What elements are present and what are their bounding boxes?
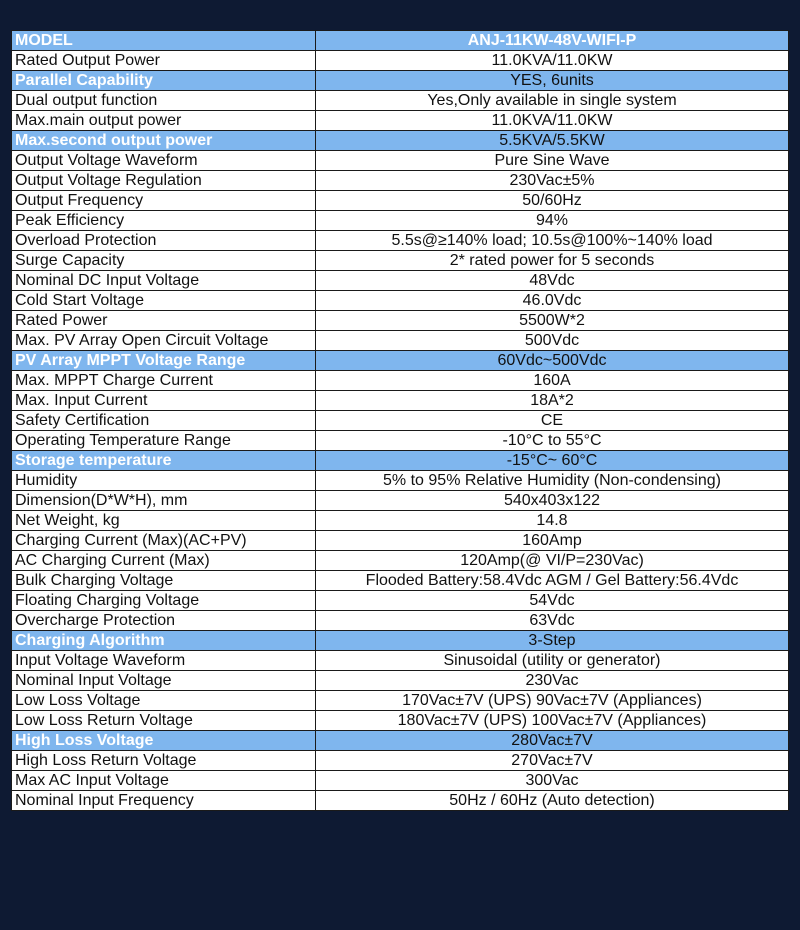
spec-value-cell: 54Vdc: [316, 591, 789, 611]
spec-param-cell: Cold Start Voltage: [12, 291, 316, 311]
spec-param-cell: High Loss Return Voltage: [12, 751, 316, 771]
spec-value-cell: 5.5KVA/5.5KW: [316, 131, 789, 151]
table-row: [12, 431, 789, 451]
spec-param-cell: Max. Input Current: [12, 391, 316, 411]
spec-param-cell: Max.main output power: [12, 111, 316, 131]
spec-value-cell: 5% to 95% Relative Humidity (Non-condensing): [316, 471, 789, 491]
spec-param-cell: Output Voltage Waveform: [12, 151, 316, 171]
spec-value-cell: 60Vdc~500Vdc: [316, 351, 789, 371]
table-row: [12, 751, 789, 771]
spec-param-cell: Charging Algorithm: [12, 631, 316, 651]
spec-value-cell: Pure Sine Wave: [316, 151, 789, 171]
spec-value-cell: CE: [316, 411, 789, 431]
spec-sheet: [11, 30, 789, 811]
spec-value-cell: 120Amp(@ VI/P=230Vac): [316, 551, 789, 571]
table-row: [12, 111, 789, 131]
table-row: [12, 291, 789, 311]
spec-value-cell: 300Vac: [316, 771, 789, 791]
spec-value-cell: 230Vac±5%: [316, 171, 789, 191]
table-row: [12, 591, 789, 611]
spec-param-cell: Nominal DC Input Voltage: [12, 271, 316, 291]
spec-value-cell: 230Vac: [316, 671, 789, 691]
spec-value-cell: 270Vac±7V: [316, 751, 789, 771]
spec-value-cell: 50Hz / 60Hz (Auto detection): [316, 791, 789, 811]
table-row: [12, 91, 789, 111]
table-row: [12, 271, 789, 291]
spec-value-cell: 11.0KVA/11.0KW: [316, 51, 789, 71]
spec-value-cell: 540x403x122: [316, 491, 789, 511]
spec-param-cell: Operating Temperature Range: [12, 431, 316, 451]
spec-value-cell: Flooded Battery:58.4Vdc AGM / Gel Battery:56.4Vdc: [316, 571, 789, 591]
table-row: [12, 231, 789, 251]
table-row: [12, 511, 789, 531]
spec-param-cell: Output Frequency: [12, 191, 316, 211]
spec-param-cell: Max AC Input Voltage: [12, 771, 316, 791]
table-row: [12, 571, 789, 591]
spec-value-cell: -15°C~ 60°C: [316, 451, 789, 471]
table-row: [12, 551, 789, 571]
table-row: [12, 411, 789, 431]
spec-value-cell: 48Vdc: [316, 271, 789, 291]
table-row: [12, 711, 789, 731]
table-row: [12, 51, 789, 71]
spec-param-cell: Max.second output power: [12, 131, 316, 151]
header-model-cell: ANJ-11KW-48V-WIFI-P: [316, 31, 789, 51]
spec-value-cell: Sinusoidal (utility or generator): [316, 651, 789, 671]
spec-param-cell: PV Array MPPT Voltage Range: [12, 351, 316, 371]
spec-param-cell: Output Voltage Regulation: [12, 171, 316, 191]
spec-param-cell: Charging Current (Max)(AC+PV): [12, 531, 316, 551]
spec-param-cell: Overcharge Protection: [12, 611, 316, 631]
table-row: [12, 131, 789, 151]
spec-param-cell: Low Loss Voltage: [12, 691, 316, 711]
spec-param-cell: Peak Efficiency: [12, 211, 316, 231]
spec-value-cell: 5.5s@≥140% load; 10.5s@100%~140% load: [316, 231, 789, 251]
table-row: [12, 691, 789, 711]
spec-param-cell: Floating Charging Voltage: [12, 591, 316, 611]
table-row: [12, 651, 789, 671]
spec-param-cell: Max. MPPT Charge Current: [12, 371, 316, 391]
spec-param-cell: Storage temperature: [12, 451, 316, 471]
spec-table-body: [12, 31, 789, 811]
spec-value-cell: 180Vac±7V (UPS) 100Vac±7V (Appliances): [316, 711, 789, 731]
spec-param-cell: Dual output function: [12, 91, 316, 111]
spec-param-cell: Max. PV Array Open Circuit Voltage: [12, 331, 316, 351]
table-row: [12, 731, 789, 751]
table-row: [12, 251, 789, 271]
spec-value-cell: YES, 6units: [316, 71, 789, 91]
spec-param-cell: Parallel Capability: [12, 71, 316, 91]
spec-value-cell: 500Vdc: [316, 331, 789, 351]
table-row: [12, 351, 789, 371]
table-row: [12, 171, 789, 191]
table-row: [12, 191, 789, 211]
table-row: [12, 671, 789, 691]
table-row: [12, 391, 789, 411]
spec-value-cell: 11.0KVA/11.0KW: [316, 111, 789, 131]
table-row: [12, 491, 789, 511]
spec-value-cell: 63Vdc: [316, 611, 789, 631]
spec-param-cell: Humidity: [12, 471, 316, 491]
spec-value-cell: 50/60Hz: [316, 191, 789, 211]
spec-param-cell: Input Voltage Waveform: [12, 651, 316, 671]
table-row: [12, 771, 789, 791]
spec-value-cell: 5500W*2: [316, 311, 789, 331]
spec-param-cell: Nominal Input Frequency: [12, 791, 316, 811]
table-row: [12, 451, 789, 471]
spec-param-cell: Rated Power: [12, 311, 316, 331]
spec-param-cell: Surge Capacity: [12, 251, 316, 271]
spec-value-cell: 160Amp: [316, 531, 789, 551]
spec-param-cell: Nominal Input Voltage: [12, 671, 316, 691]
table-header-row: [12, 31, 789, 51]
spec-param-cell: Rated Output Power: [12, 51, 316, 71]
spec-table: [11, 30, 789, 811]
table-row: [12, 211, 789, 231]
spec-value-cell: 46.0Vdc: [316, 291, 789, 311]
spec-value-cell: 18A*2: [316, 391, 789, 411]
spec-param-cell: Low Loss Return Voltage: [12, 711, 316, 731]
spec-value-cell: 2* rated power for 5 seconds: [316, 251, 789, 271]
table-row: [12, 531, 789, 551]
table-row: [12, 631, 789, 651]
table-row: [12, 471, 789, 491]
spec-value-cell: -10°C to 55°C: [316, 431, 789, 451]
spec-param-cell: Dimension(D*W*H), mm: [12, 491, 316, 511]
header-param-cell: MODEL: [12, 31, 316, 51]
spec-param-cell: Safety Certification: [12, 411, 316, 431]
table-row: [12, 371, 789, 391]
spec-value-cell: Yes,Only available in single system: [316, 91, 789, 111]
spec-param-cell: Bulk Charging Voltage: [12, 571, 316, 591]
spec-value-cell: 3-Step: [316, 631, 789, 651]
table-row: [12, 151, 789, 171]
spec-value-cell: 280Vac±7V: [316, 731, 789, 751]
spec-param-cell: Net Weight, kg: [12, 511, 316, 531]
spec-value-cell: 160A: [316, 371, 789, 391]
table-row: [12, 71, 789, 91]
table-row: [12, 311, 789, 331]
table-row: [12, 611, 789, 631]
spec-value-cell: 94%: [316, 211, 789, 231]
spec-param-cell: High Loss Voltage: [12, 731, 316, 751]
spec-value-cell: 170Vac±7V (UPS) 90Vac±7V (Appliances): [316, 691, 789, 711]
table-row: [12, 331, 789, 351]
spec-param-cell: Overload Protection: [12, 231, 316, 251]
spec-value-cell: 14.8: [316, 511, 789, 531]
spec-param-cell: AC Charging Current (Max): [12, 551, 316, 571]
table-row: [12, 791, 789, 811]
